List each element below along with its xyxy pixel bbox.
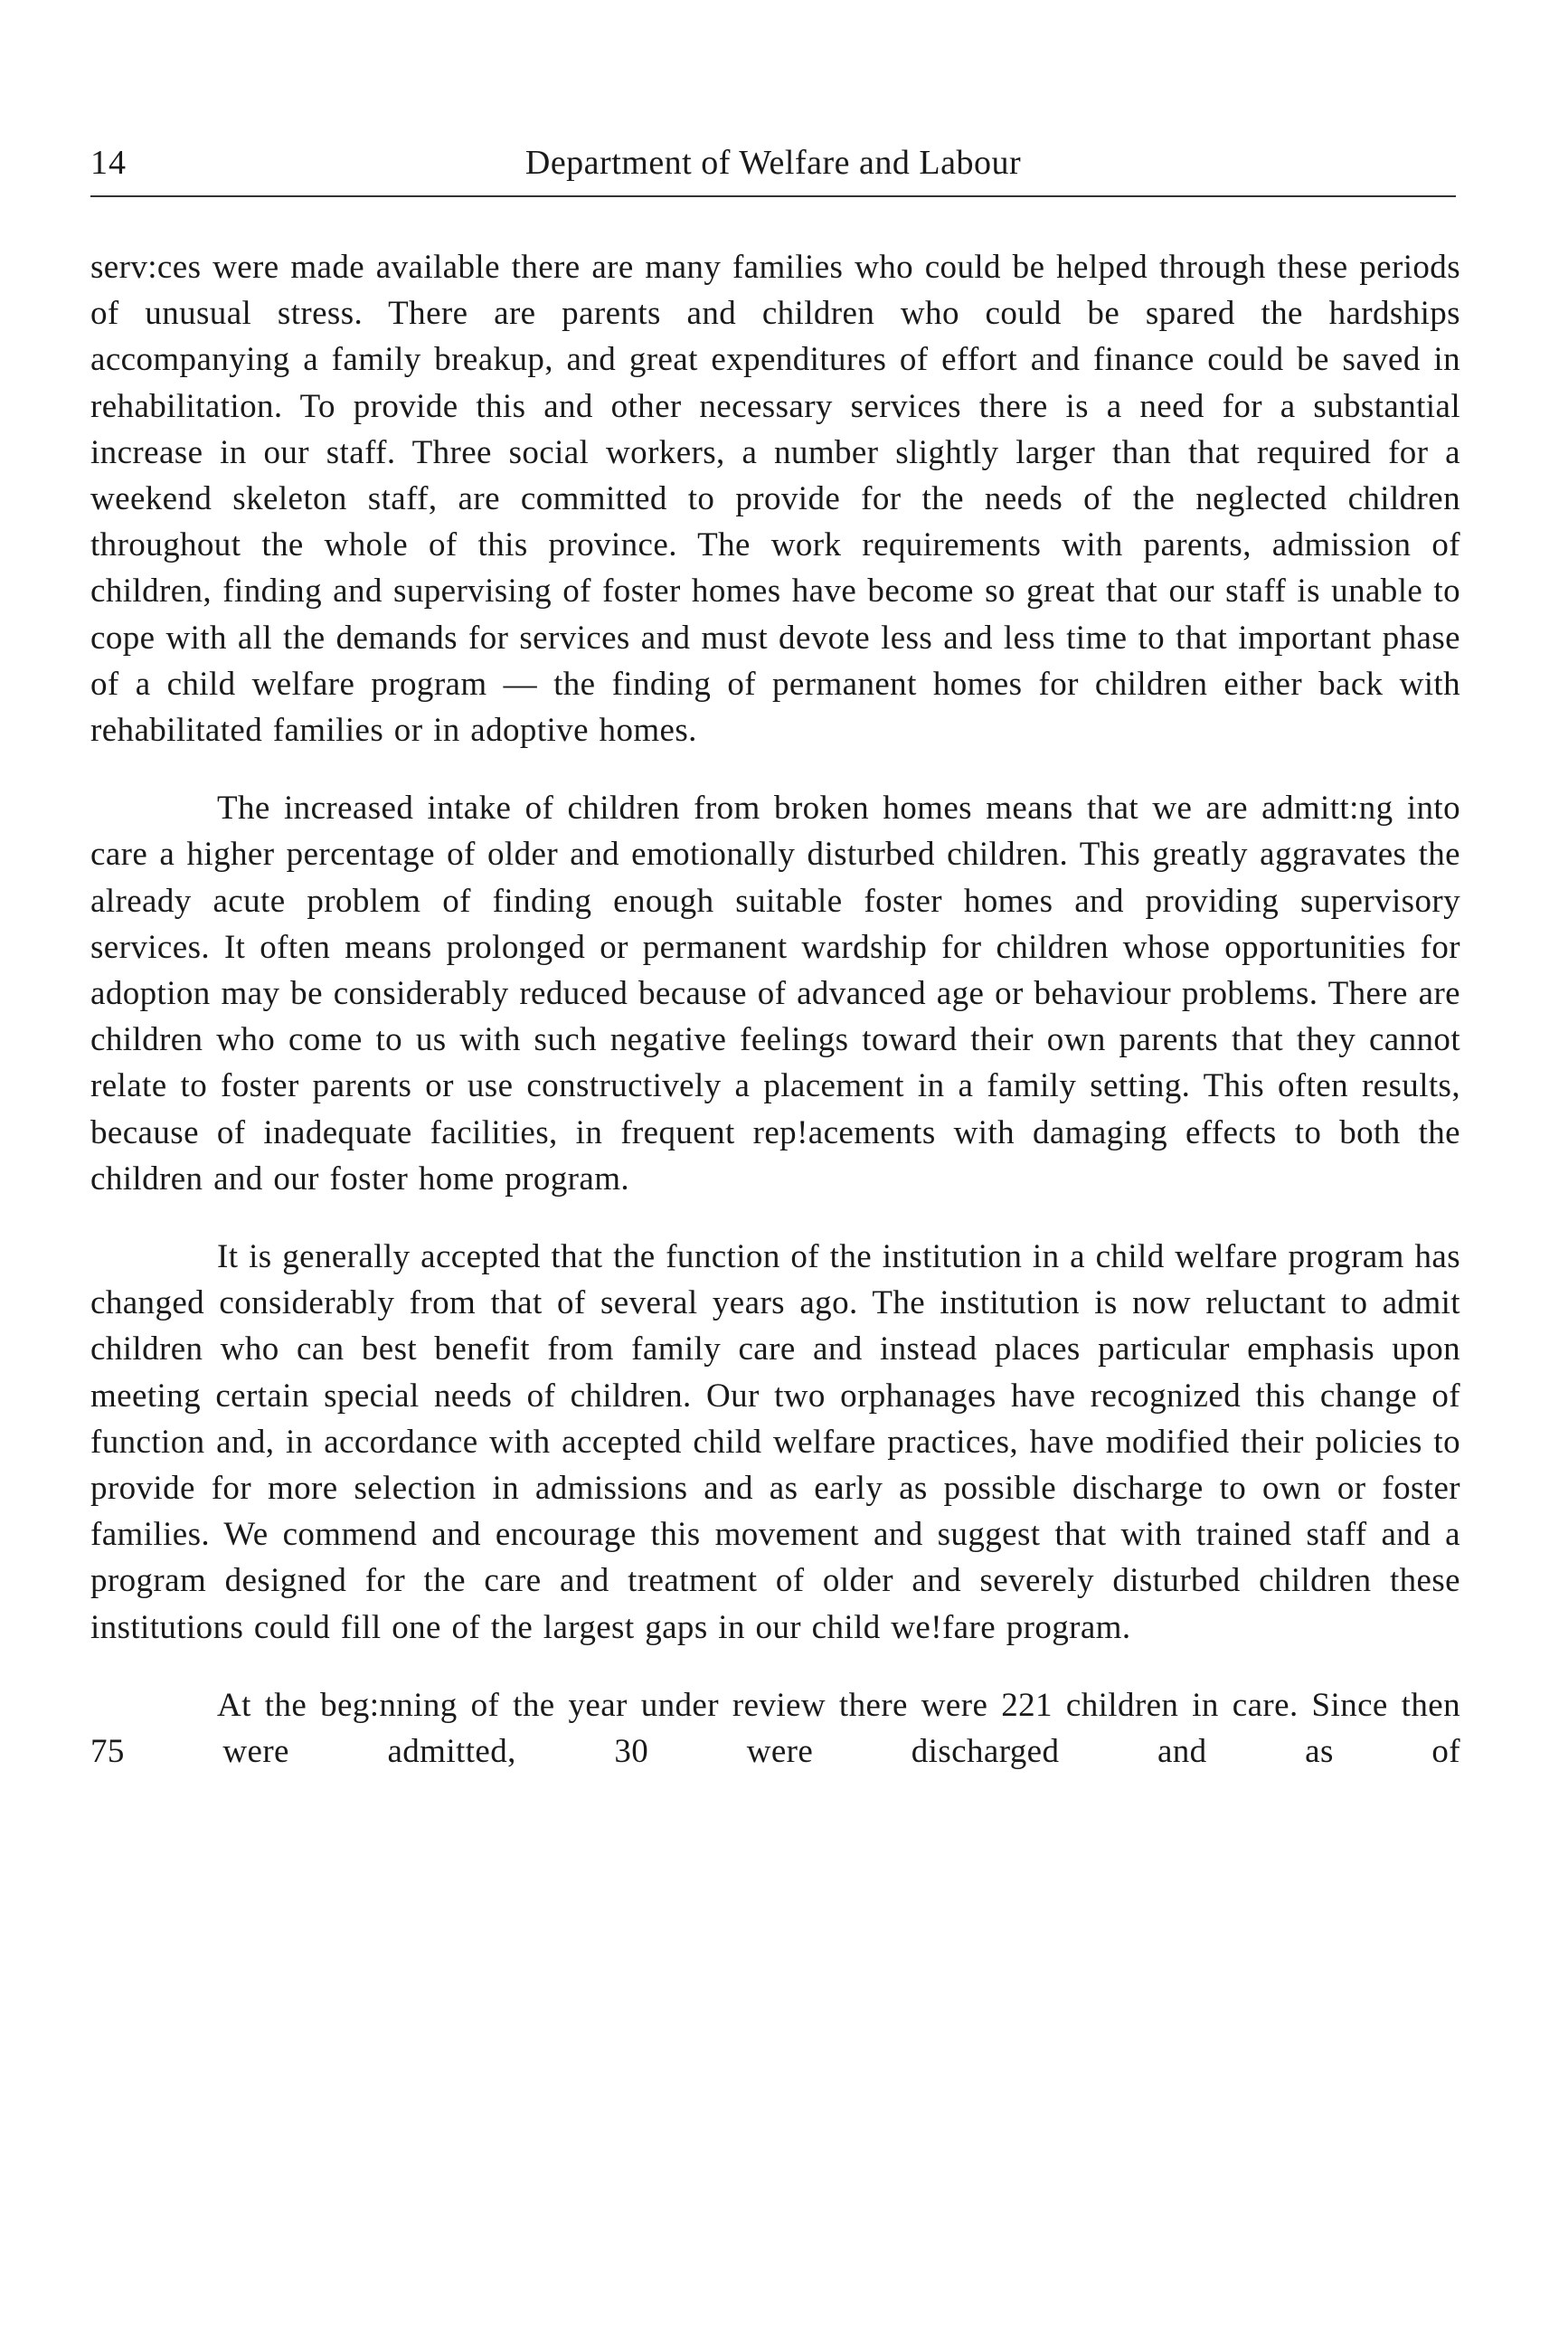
header-title: Department of Welfare and Labour: [524, 144, 1022, 182]
paragraph-children-in-care: At the beg:nning of the year under review there were 221 children in care. Since then 75 were admitted, 30 were discharged and as of: [90, 1686, 1460, 1771]
paragraph-broken-homes: The increased intake of children from broken homes means that we are admitt:ng into care a higher percentage of older and emotionally disturbed children. This greatly aggravates the already acute problem of finding enough suitable foster homes and providing supervisory services. It often means prolonged or permanent wardship for children whose opportunities for adoption may be considerably reduced because of advanced age or behaviour problems. There are children who come to us with such negative feelings toward their own parents that they cannot relate to foster parents or use constructively a placement in a family setting. This often results, because of inadequate facilities, in frequent rep!acements with damaging effects to both the children and our foster home program.: [90, 790, 1460, 1198]
running-header: [90, 136, 1456, 197]
body-text: [90, 244, 1460, 1775]
paragraph-continued: serv:ces were made available there are many families who could be helped through these periods of unusual stress. There are parents and children who could be spared the hardships accompanying a family breakup, and great expenditures of effort and finance could be saved in rehabilitation. To provide this and other necessary services there is a need for a substantial increase in our staff. Three social workers, a number slightly larger than that required for a weekend skeleton staff, are committed to provide for the needs of the neglected children throughout the whole of this province. The work requirements with parents, admission of children, finding and supervising of foster homes have become so great that our staff is unable to cope with all the demands for services and must devote less and less time to that important phase of a child welfare program — the finding of permanent homes for children either back with rehabilitated families or in adoptive homes.: [90, 249, 1460, 750]
paragraph-institutions: It is generally accepted that the function of the institution in a child welfare program has changed considerably from that of several years ago. The institution is now reluctant to admit children who can best benefit from family care and instead places particular emphasis upon meeting certain special needs of children. Our two orphanages have recognized this change of function and, in accordance with accepted child welfare practices, have modified their policies to provide for more selection in admissions and as early as possible discharge to own or foster families. We commend and encourage this movement and suggest that with trained staff and a program designed for the care and treatment of older and severely disturbed children these institutions could fill one of the largest gaps in our child we!fare program.: [90, 1238, 1460, 1646]
page-number: 14: [90, 144, 127, 182]
